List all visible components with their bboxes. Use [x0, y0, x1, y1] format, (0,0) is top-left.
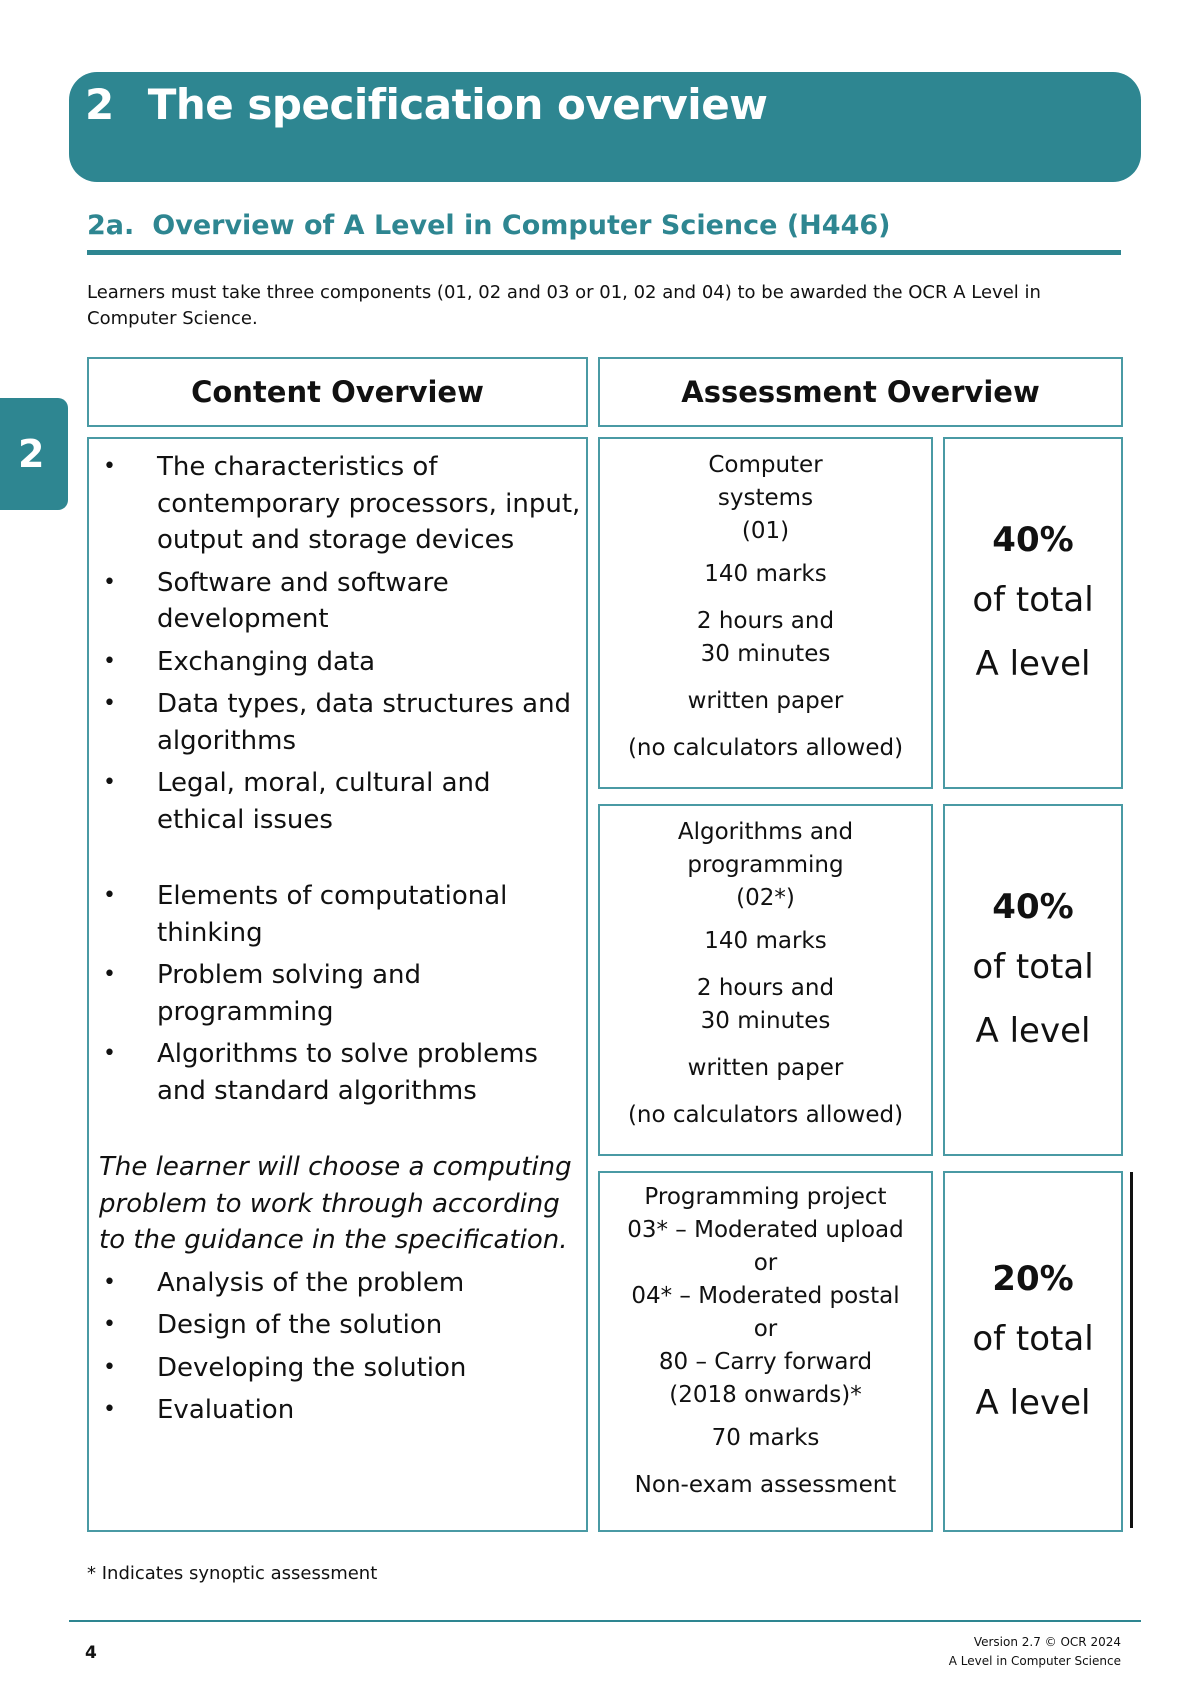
bullet-icon: • [103, 770, 116, 795]
list-item: • Data types, data structures and algorithms [89, 686, 586, 759]
component-duration-line: 2 hours and [696, 975, 835, 1001]
list-item: • Developing the solution [89, 1350, 586, 1387]
component-01-details [598, 437, 933, 789]
component-name-line: 04* – Moderated postal [631, 1283, 900, 1309]
bullet-icon: • [103, 454, 116, 479]
footer-rule [69, 1620, 1141, 1622]
bullet-icon: • [103, 1041, 116, 1066]
component-code: (02*) [736, 885, 795, 911]
component-02-details [598, 804, 933, 1156]
weighting-of-total: of total [972, 580, 1094, 620]
bullet-icon: • [103, 883, 116, 908]
list-item: • Legal, moral, cultural and ethical issues [89, 765, 586, 838]
list-item: • Evaluation [89, 1392, 586, 1429]
content-list-2 [89, 878, 586, 1109]
component-duration-line: 2 hours and [696, 608, 835, 634]
component-marks: 140 marks [704, 928, 827, 954]
bullet-icon: • [103, 691, 116, 716]
bullet-icon: • [103, 1269, 116, 1295]
content-overview-body [87, 437, 588, 1532]
component-02-weighting [943, 804, 1123, 1156]
bullet-icon: • [103, 1312, 116, 1337]
component-name-line: or [753, 1250, 778, 1276]
weighting-percent: 40% [992, 520, 1074, 560]
footer-info [949, 1633, 1121, 1671]
component-marks: 70 marks [711, 1425, 820, 1451]
footer-version: Version 2.7 © OCR 2024 [973, 1635, 1121, 1649]
page-title [85, 80, 767, 129]
component-note: (no calculators allowed) [627, 1102, 904, 1128]
component-duration-line: 30 minutes [700, 1008, 831, 1034]
component-name-line: programming [687, 852, 844, 878]
section-rule [87, 250, 1121, 255]
component-name-line: (2018 onwards)* [669, 1382, 862, 1408]
bullet-icon: • [103, 962, 116, 987]
intro-text: Learners must take three components (01, 02 and 03 or 01, 02 and 04) to be awarded the OCR A Level in Computer Science. [87, 282, 1041, 329]
section-heading [87, 210, 890, 241]
component-03-04-weighting [943, 1171, 1123, 1532]
weighting-level: A level [975, 644, 1091, 684]
list-item: • Problem solving and programming [89, 957, 586, 1030]
list-item: • The characteristics of contemporary processors, input, output and storage devices [89, 449, 586, 559]
component-marks: 140 marks [704, 561, 827, 587]
project-note: The learner will choose a computing problem to work through according to the guidance in the specification. [99, 1152, 572, 1255]
content-list-1 [89, 449, 586, 838]
footer-subtitle: A Level in Computer Science [948, 1654, 1121, 1668]
chapter-title: The specification overview [147, 80, 768, 129]
section-number: 2a. [87, 210, 135, 241]
weighting-of-total: of total [972, 947, 1094, 987]
section-title: Overview of A Level in Computer Science (H446) [152, 210, 891, 241]
component-name-line: Programming project [644, 1184, 887, 1210]
list-item: • Exchanging data [89, 644, 586, 681]
bullet-icon: • [103, 648, 116, 674]
side-tab-label: 2 [18, 432, 45, 476]
footnote: * Indicates synoptic assessment [87, 1563, 378, 1584]
page-number: 4 [85, 1643, 97, 1663]
component-name-line: 80 – Carry forward [658, 1349, 873, 1375]
component-name-line: Algorithms and [677, 819, 854, 845]
bullet-icon: • [103, 1397, 116, 1422]
bullet-icon: • [103, 1354, 116, 1380]
weighting-level: A level [975, 1011, 1091, 1051]
component-note: (no calculators allowed) [627, 735, 904, 761]
component-name-line: systems [717, 485, 814, 511]
bullet-icon: • [103, 569, 116, 595]
component-name-line: or [753, 1316, 778, 1342]
list-item: • Elements of computational thinking [89, 878, 586, 951]
component-code: (01) [741, 518, 790, 544]
list-item: • Analysis of the problem [89, 1265, 586, 1302]
component-type: written paper [687, 1055, 844, 1081]
side-tab[interactable] [0, 398, 68, 510]
component-03-04-details [598, 1171, 933, 1532]
assessment-overview-heading: Assessment Overview [681, 375, 1040, 409]
component-type: written paper [687, 688, 844, 714]
component-name-line: 03* – Moderated upload [627, 1217, 904, 1243]
component-name-line: Computer [708, 452, 823, 478]
chapter-number: 2 [85, 80, 114, 129]
content-overview-header [87, 357, 588, 427]
assessment-overview-header [598, 357, 1123, 427]
component-type: Non-exam assessment [634, 1472, 897, 1498]
weighting-level: A level [975, 1382, 1091, 1423]
weighting-percent: 20% [992, 1258, 1074, 1299]
content-overview-heading: Content Overview [191, 375, 484, 409]
content-list-3 [89, 1265, 586, 1429]
list-item: • Design of the solution [89, 1307, 586, 1344]
component-01-weighting [943, 437, 1123, 789]
component-duration-line: 30 minutes [700, 641, 831, 667]
list-item: • Algorithms to solve problems and standard algorithms [89, 1036, 586, 1109]
change-bar [1130, 1172, 1133, 1528]
weighting-of-total: of total [972, 1318, 1094, 1359]
weighting-percent: 40% [992, 887, 1074, 927]
list-item: • Software and software development [89, 565, 586, 638]
